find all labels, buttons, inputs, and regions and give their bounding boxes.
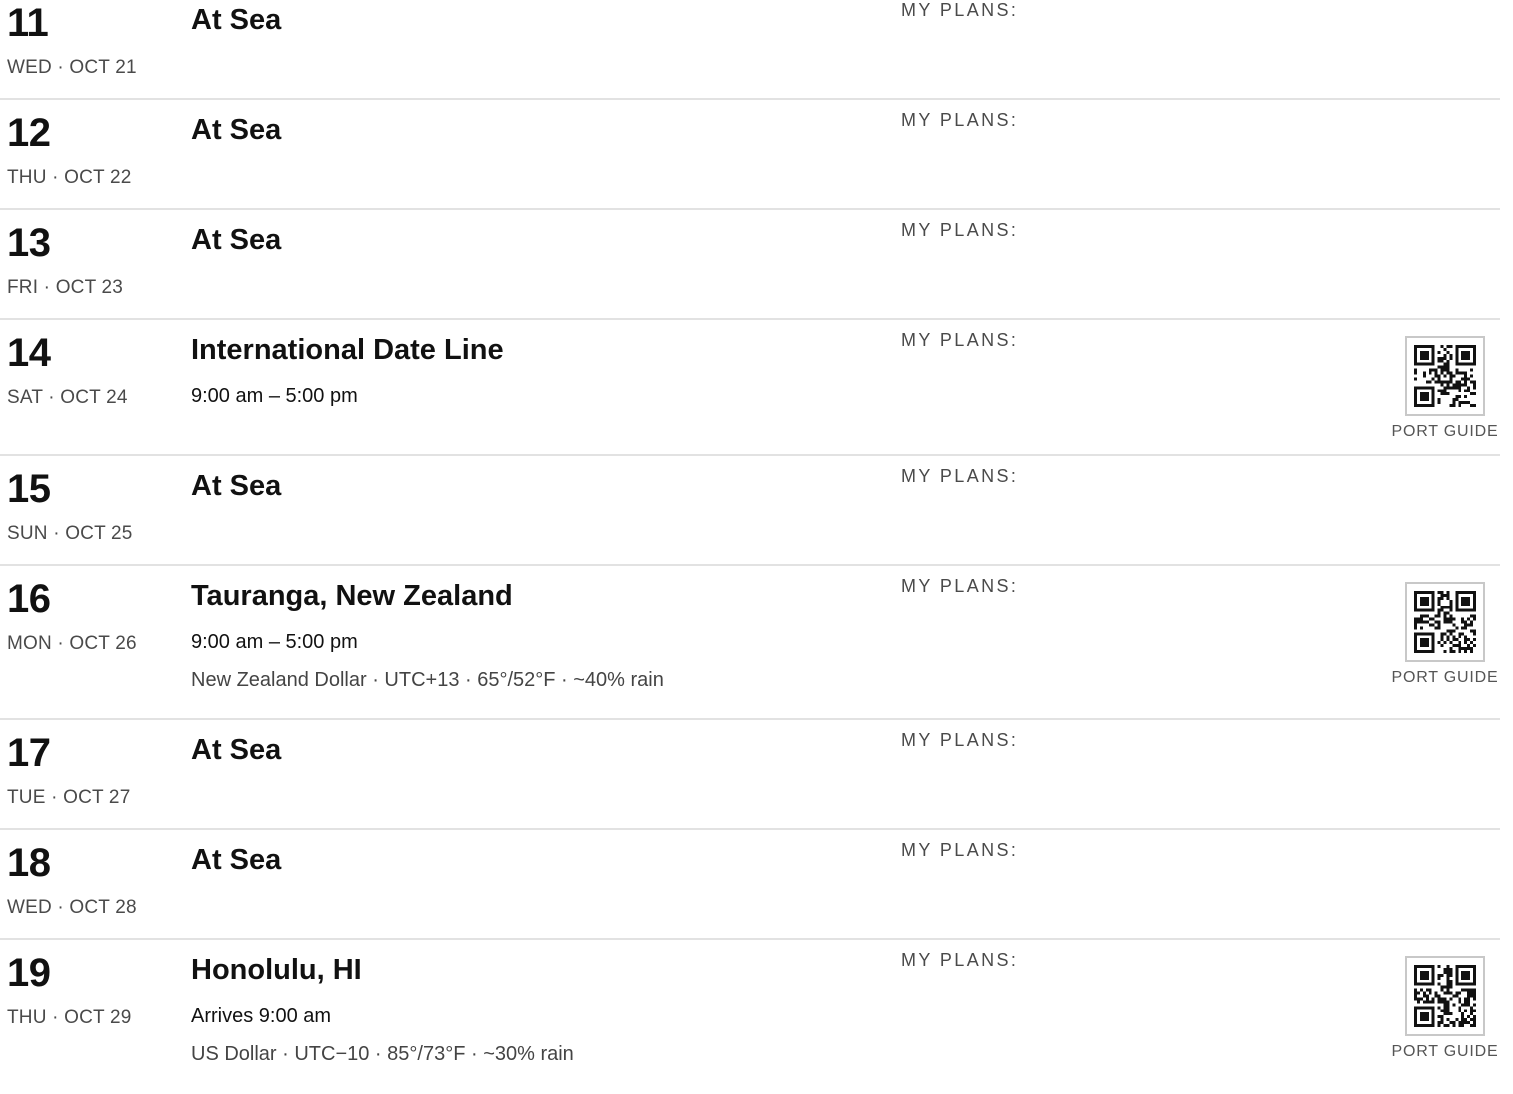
- day-date: SAT · OCT 24: [7, 387, 128, 408]
- port-name: At Sea: [191, 114, 282, 146]
- port-info: New Zealand Dollar · UTC+13 · 65°/52°F · ~40% rain: [191, 669, 664, 691]
- my-plans-label: MY PLANS:: [901, 0, 1019, 20]
- day-number: 16: [7, 577, 51, 621]
- itinerary-day: [0, 100, 1500, 210]
- port-hours: 9:00 am – 5:00 pm: [191, 631, 358, 653]
- day-date: THU · OCT 22: [7, 167, 132, 188]
- qr-code-icon[interactable]: [1405, 956, 1485, 1036]
- day-date: WED · OCT 28: [7, 897, 137, 918]
- port-guide-label[interactable]: PORT GUIDE: [1391, 669, 1499, 686]
- port-name: Tauranga, New Zealand: [191, 580, 513, 612]
- qr-code-icon[interactable]: [1405, 582, 1485, 662]
- day-date: FRI · OCT 23: [7, 277, 124, 298]
- day-date: TUE · OCT 27: [7, 787, 131, 808]
- itinerary-day: [0, 566, 1500, 720]
- my-plans-label: MY PLANS:: [901, 840, 1019, 860]
- my-plans-label: MY PLANS:: [901, 466, 1019, 486]
- itinerary-day: [0, 0, 1500, 100]
- port-name: At Sea: [191, 734, 282, 766]
- port-hours: Arrives 9:00 am: [191, 1005, 332, 1027]
- day-number: 18: [7, 841, 51, 885]
- itinerary-day: [0, 210, 1500, 320]
- day-date: THU · OCT 29: [7, 1007, 132, 1028]
- port-name: At Sea: [191, 224, 282, 256]
- port-guide-link[interactable]: [1390, 582, 1500, 686]
- my-plans-label: MY PLANS:: [901, 330, 1019, 350]
- day-number: 17: [7, 731, 51, 775]
- my-plans-label: MY PLANS:: [901, 220, 1019, 240]
- day-number: 12: [7, 111, 51, 155]
- port-guide-label[interactable]: PORT GUIDE: [1391, 423, 1499, 440]
- port-info: US Dollar · UTC−10 · 85°/73°F · ~30% rain: [191, 1043, 574, 1065]
- itinerary-day: [0, 830, 1500, 940]
- day-date: SUN · OCT 25: [7, 523, 133, 544]
- port-guide-label[interactable]: PORT GUIDE: [1391, 1043, 1499, 1060]
- my-plans-label: MY PLANS:: [901, 576, 1019, 596]
- day-number: 15: [7, 467, 51, 511]
- port-guide-link[interactable]: [1390, 956, 1500, 1060]
- itinerary-day: [0, 320, 1500, 456]
- itinerary-day: [0, 940, 1500, 1094]
- my-plans-label: MY PLANS:: [901, 950, 1019, 970]
- day-number: 19: [7, 951, 51, 995]
- my-plans-label: MY PLANS:: [901, 730, 1019, 750]
- day-number: 11: [7, 1, 49, 45]
- port-hours: 9:00 am – 5:00 pm: [191, 385, 358, 407]
- port-guide-link[interactable]: [1390, 336, 1500, 440]
- day-date: WED · OCT 21: [7, 57, 137, 78]
- itinerary-day: [0, 720, 1500, 830]
- port-name: At Sea: [191, 844, 282, 876]
- itinerary-day: [0, 456, 1500, 566]
- day-number: 13: [7, 221, 51, 265]
- port-name: Honolulu, HI: [191, 954, 362, 986]
- port-name: At Sea: [191, 4, 282, 36]
- qr-code-icon[interactable]: [1405, 336, 1485, 416]
- day-date: MON · OCT 26: [7, 633, 137, 654]
- day-number: 14: [7, 331, 51, 375]
- port-name: International Date Line: [191, 334, 504, 366]
- port-name: At Sea: [191, 470, 282, 502]
- my-plans-label: MY PLANS:: [901, 110, 1019, 130]
